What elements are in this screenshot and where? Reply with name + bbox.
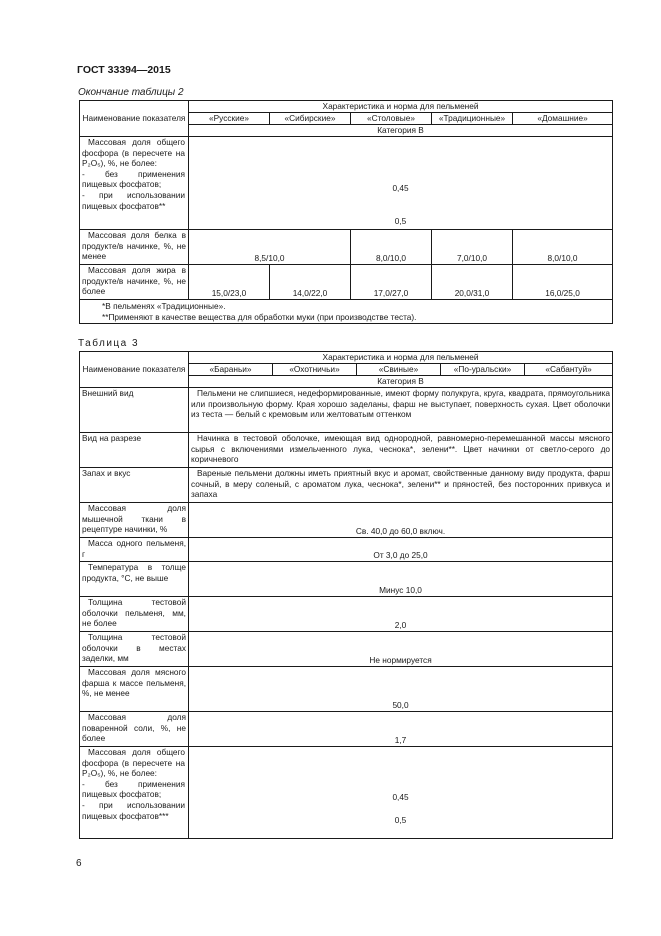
value: 0,5: [394, 216, 407, 226]
table2-caption: Окончание таблицы 2: [78, 87, 184, 98]
footnote: *В пельменях «Традиционные».: [102, 301, 226, 311]
table-row: [80, 747, 613, 839]
value: Не нормируется: [189, 632, 613, 667]
table-row: [80, 137, 613, 230]
value: 15,0/23,0: [189, 265, 270, 300]
page-number: 6: [76, 858, 82, 869]
row-name: Массовая доля белка в продукте/в начинке, %, не менее: [80, 230, 189, 265]
value: 20,0/31,0: [432, 265, 513, 300]
row-name: Температура в толще продукта, °С, не выше: [80, 562, 189, 597]
table3-product: «По-уральски»: [441, 364, 525, 376]
table3-param-header: Наименование показателя: [80, 352, 189, 388]
row-name: Запах и вкус: [80, 468, 189, 503]
row-name: Массовая доля общего фосфора (в пересчете на P₂O₅), %, не более:: [82, 747, 185, 779]
row-name: Толщина тестовой оболочки пельменя, мм, не более: [80, 597, 189, 632]
table2-product: «Русские»: [189, 113, 270, 125]
table-2: [79, 100, 613, 324]
table-row: [80, 503, 613, 538]
value: Пельмени не слипшиеся, недеформированные, имеют форму полукруга, круга, квадрата, прямоугольника или произвольную форму. Края хорошо заделаны, фарш не выступает, поверхность сухая. Цвет оболочки из теста — белый с кремовым или желтоватым оттенком: [189, 388, 613, 433]
table-row: [80, 632, 613, 667]
row-name: Массовая доля мышечной ткани в рецептуре начинки, %: [80, 503, 189, 538]
table3-category: Категория В: [189, 376, 613, 388]
value: Минус 10,0: [189, 562, 613, 597]
value: 8,0/10,0: [513, 230, 613, 265]
table2-category: Категория В: [189, 125, 613, 137]
row-name: Внешний вид: [80, 388, 189, 433]
value: Св. 40,0 до 60,0 включ.: [189, 503, 613, 538]
value: Вареные пельмени должны иметь приятный вкус и аромат, свойственные данному виду продукта, фарш сочный, в меру соленый, с ароматом лука, чеснока*, зелени** и пряностей, без посторонних привкуса и запаха: [189, 468, 613, 503]
table-row: [80, 597, 613, 632]
table3-product: «Сабантуй»: [525, 364, 613, 376]
table3-product: «Свиные»: [357, 364, 441, 376]
row-subitem: - при использовании пищевых фосфатов***: [82, 799, 185, 821]
value: 0,5: [394, 815, 407, 825]
table3-product: «Охотничьи»: [273, 364, 357, 376]
row-name: Массовая доля поваренной соли, %, не более: [80, 712, 189, 747]
value: 8,0/10,0: [351, 230, 432, 265]
row-name: Толщина тестовой оболочки в местах заделки, мм: [80, 632, 189, 667]
row-subitem: - без применения пищевых фосфатов;: [82, 168, 185, 190]
value: 50,0: [189, 667, 613, 712]
table2-group-header: Характеристика и норма для пельменей: [189, 101, 613, 113]
value: 0,45: [392, 792, 409, 802]
table-row: [80, 667, 613, 712]
document-header: ГОСТ 33394—2015: [77, 64, 171, 76]
table-row: [80, 433, 613, 468]
table2-product: «Традиционные»: [432, 113, 513, 125]
row-name: Массовая доля мясного фарша к массе пельменя, %, не менее: [80, 667, 189, 712]
table-row: [80, 712, 613, 747]
table-row: [80, 388, 613, 433]
value: 2,0: [189, 597, 613, 632]
table3-group-header: Характеристика и норма для пельменей: [189, 352, 613, 364]
row-name: Массовая доля жира в продукте/в начинке, %, не более: [80, 265, 189, 300]
table2-product: «Домашние»: [513, 113, 613, 125]
value: От 3,0 до 25,0: [189, 538, 613, 562]
table3-caption: Таблица 3: [78, 338, 140, 349]
row-name: Вид на разрезе: [80, 433, 189, 468]
value: 8,5/10,0: [189, 230, 351, 265]
row-subitem: - при использовании пищевых фосфатов**: [82, 189, 185, 211]
value: 1,7: [189, 712, 613, 747]
table3-product: «Бараньи»: [189, 364, 273, 376]
table-row: [80, 468, 613, 503]
table2-product: «Столовые»: [351, 113, 432, 125]
table2-param-header: Наименование показателя: [80, 101, 189, 137]
table-row: [80, 265, 613, 300]
row-name: Масса одного пельменя, г: [80, 538, 189, 562]
value: Начинка в тестовой оболочке, имеющая вид однородной, равномерно-перемешанной массы мясного сырья с включениями измельченного лука, чеснока*, зелени**. Цвет начинки от светло-серого до коричневого: [189, 433, 613, 468]
table-3: [79, 351, 613, 839]
table2-product: «Сибирские»: [270, 113, 351, 125]
value: 0,45: [392, 183, 409, 193]
value: 17,0/27,0: [351, 265, 432, 300]
footnote: **Применяют в качестве вещества для обработки муки (при производстве теста).: [102, 311, 417, 322]
row-name: Массовая доля общего фосфора (в пересчете на P₂O₅), %, не более:: [82, 137, 185, 169]
table-row: [80, 230, 613, 265]
value: 14,0/22,0: [270, 265, 351, 300]
table-row: [80, 562, 613, 597]
row-subitem: - без применения пищевых фосфатов;: [82, 778, 185, 800]
value: 16,0/25,0: [513, 265, 613, 300]
table-row: [80, 538, 613, 562]
value: 7,0/10,0: [432, 230, 513, 265]
